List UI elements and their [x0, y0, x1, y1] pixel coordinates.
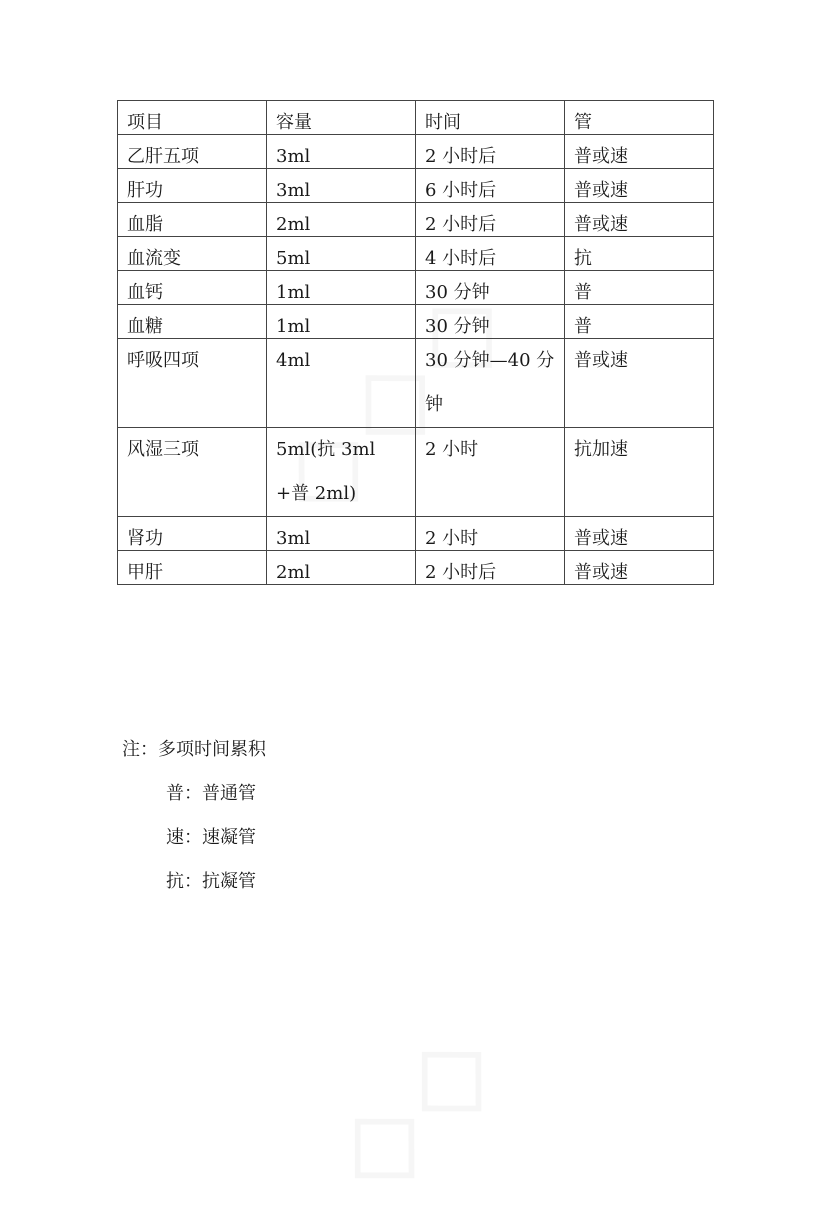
cell-item: 血糖	[118, 305, 267, 339]
table-row	[118, 135, 714, 169]
notes-title: 注：多项时间累积	[122, 739, 266, 760]
table-row	[118, 551, 714, 585]
cell-item: 风湿三项	[118, 428, 267, 517]
cell-time: 4 小时后	[416, 237, 565, 271]
specimen-table	[117, 100, 714, 585]
cell-time: 30 分钟—40 分钟	[416, 339, 565, 428]
table-row	[118, 305, 714, 339]
table-row	[118, 339, 714, 428]
header-cell-tube: 管	[565, 101, 714, 135]
cell-tube: 普	[565, 271, 714, 305]
cell-volume: 1ml	[267, 271, 416, 305]
cell-item: 呼吸四项	[118, 339, 267, 428]
cell-volume: 3ml	[267, 169, 416, 203]
cell-time: 2 小时	[416, 517, 565, 551]
cell-tube: 抗	[565, 237, 714, 271]
cell-volume: 1ml	[267, 305, 416, 339]
cell-volume: 4ml	[267, 339, 416, 428]
cell-tube: 普或速	[565, 339, 714, 428]
table-header-row	[118, 101, 714, 135]
cell-volume: 2ml	[267, 551, 416, 585]
note-item-regular-tube: 普：普通管	[166, 783, 256, 804]
watermark	[302, 992, 527, 1217]
cell-tube: 普或速	[565, 169, 714, 203]
cell-time: 30 分钟	[416, 305, 565, 339]
cell-item: 乙肝五项	[118, 135, 267, 169]
header-cell-item: 项目	[118, 101, 267, 135]
cell-tube: 普或速	[565, 551, 714, 585]
cell-item: 肾功	[118, 517, 267, 551]
notes-section	[122, 728, 266, 904]
cell-item: 甲肝	[118, 551, 267, 585]
cell-item: 血钙	[118, 271, 267, 305]
table-row	[118, 203, 714, 237]
cell-tube: 普或速	[565, 517, 714, 551]
cell-time: 2 小时后	[416, 203, 565, 237]
header-cell-time: 时间	[416, 101, 565, 135]
header-cell-volume: 容量	[267, 101, 416, 135]
cell-volume: 5ml(抗 3ml+普 2ml)	[267, 428, 416, 517]
cell-tube: 普	[565, 305, 714, 339]
cell-volume: 3ml	[267, 135, 416, 169]
cell-tube: 抗加速	[565, 428, 714, 517]
cell-volume: 2ml	[267, 203, 416, 237]
table-row	[118, 169, 714, 203]
cell-item: 肝功	[118, 169, 267, 203]
cell-time: 30 分钟	[416, 271, 565, 305]
cell-time: 6 小时后	[416, 169, 565, 203]
cell-item: 血脂	[118, 203, 267, 237]
cell-volume: 5ml	[267, 237, 416, 271]
cell-time: 2 小时后	[416, 551, 565, 585]
cell-tube: 普或速	[565, 203, 714, 237]
cell-item: 血流变	[118, 237, 267, 271]
table-row	[118, 517, 714, 551]
note-item-anticoagulant-tube: 抗：抗凝管	[166, 871, 256, 892]
table-row	[118, 271, 714, 305]
table-row	[118, 428, 714, 517]
note-item-fast-tube: 速：速凝管	[166, 827, 256, 848]
cell-time: 2 小时后	[416, 135, 565, 169]
cell-time: 2 小时	[416, 428, 565, 517]
cell-tube: 普或速	[565, 135, 714, 169]
cell-volume: 3ml	[267, 517, 416, 551]
table-row	[118, 237, 714, 271]
